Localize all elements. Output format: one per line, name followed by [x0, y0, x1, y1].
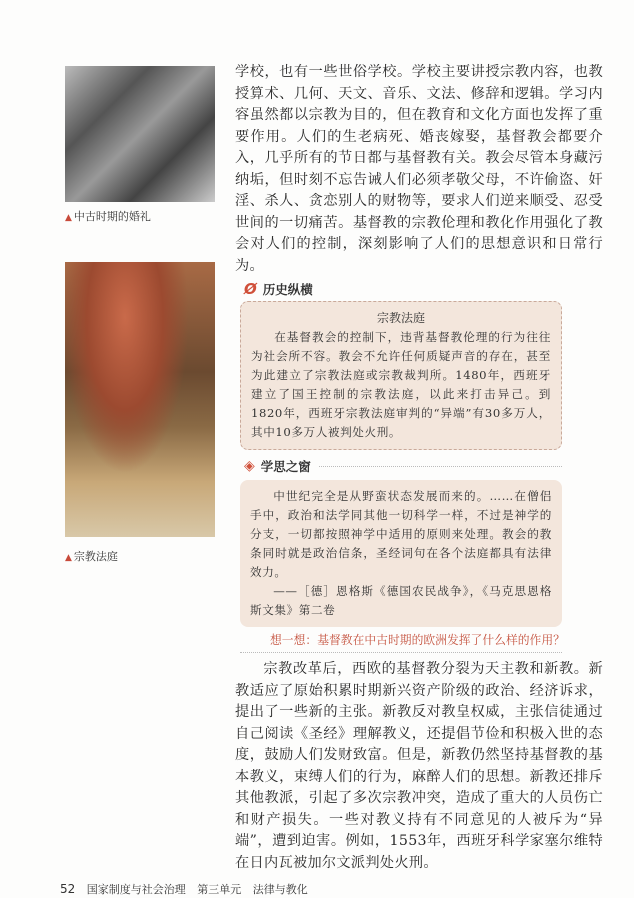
divider — [240, 652, 562, 653]
history-box — [240, 301, 562, 450]
figure-caption — [65, 548, 118, 564]
box-title: 宗教法庭 — [376, 311, 425, 325]
figure-caption — [65, 208, 151, 224]
divider — [319, 466, 562, 467]
section-heading — [244, 279, 603, 299]
box-text: 在基督教会的控制下，违背基督教伦理的行为往往为社会所不容。教会不允许任何质疑声音的存在，甚至为此建立了宗教法庭或宗教裁判所。1480年，西班牙建立了国王控制的宗教法庭，以此来打击异己。到1820年，西班牙宗教法庭审判的“异端”有30多万人，其中10多万人被判处火刑。 — [251, 330, 551, 439]
paragraph-text: 学校，也有一些世俗学校。学校主要讲授宗教内容，也教授算术、几何、天文、音乐、文法、修辞和逻辑。学习内容虽然都以宗教为目的，但在教育和文化方面也发挥了重要作用。人们的生老病死、婚丧嫁娶，基督教会都要介入，几乎所有的节日都与基督教有关。教会尽管本身藏污纳垢，但时刻不忘告诫人们必须孝敬父母，不许偷盗、奸淫、杀人、贪恋别人的财物等，要求人们逆来顺受、忍受世间的一切痛苦。基督教的宗教伦理和教化作用强化了教会对人们的控制，深刻影响了人们的思想意识和日常行为。 — [235, 64, 603, 274]
caption-text: 中古时期的婚礼 — [73, 210, 151, 223]
heading-text: 学思之窗 — [260, 459, 311, 474]
history-icon: Ø — [244, 280, 257, 298]
heading-text: 历史纵横 — [262, 282, 313, 297]
quote-source: ——［德］恩格斯《德国农民战争》，《马克思恩格斯文集》第二卷 — [250, 584, 552, 617]
quote-text: 中世纪完全是从野蛮状态发展而来的。……在僧侣手中，政治和法学同其他一切科学一样，不过是神学的分支，一切都按照神学中适用的原则来处理。教会的教条同时就是政治信条，圣经词句在各个法庭都具有法律效力。 — [250, 489, 552, 579]
caption-text: 宗教法庭 — [73, 550, 118, 563]
diamond-icon: ◈ — [244, 458, 255, 474]
unit-label: 第三单元 — [197, 883, 242, 896]
chapter-title: 法律与教化 — [252, 883, 308, 896]
think-question: 想一想：基督教在中古时期的欧洲发挥了什么样的作用？ — [270, 633, 565, 647]
page-footer — [60, 882, 603, 897]
triangle-icon: ▲ — [65, 213, 72, 223]
triangle-icon: ▲ — [65, 553, 72, 563]
body-paragraph — [235, 62, 603, 277]
page-number: 52 — [60, 882, 76, 896]
section-heading — [244, 456, 311, 476]
inquisition-painting — [65, 262, 215, 537]
book-title: 国家制度与社会治理 — [86, 883, 186, 896]
paragraph-text: 宗教改革后，西欧的基督教分裂为天主教和新教。新教适应了原始积累时期新兴资产阶级的政治、经济诉求，提出了一些新的主张。新教反对教皇权威，主张信徒通过自己阅读《圣经》理解教义，还提倡节俭和积极入世的态度，鼓励人们发财致富。但是，新教仍然坚持基督教的基本教义，束缚人们的行为，麻醉人们的思想。新教还排斥其他教派，引起了多次宗教冲突，造成了重大的人员伤亡和财产损失。一些对教义持有不同意见的人被斥为“异端”，遭到迫害。例如，1553年，西班牙科学家塞尔维特在日内瓦被加尔文派判处火刑。 — [235, 661, 603, 871]
quote-box — [240, 480, 562, 627]
section-heading-row — [235, 456, 603, 476]
wedding-illustration — [65, 66, 215, 202]
body-paragraph — [235, 659, 603, 874]
